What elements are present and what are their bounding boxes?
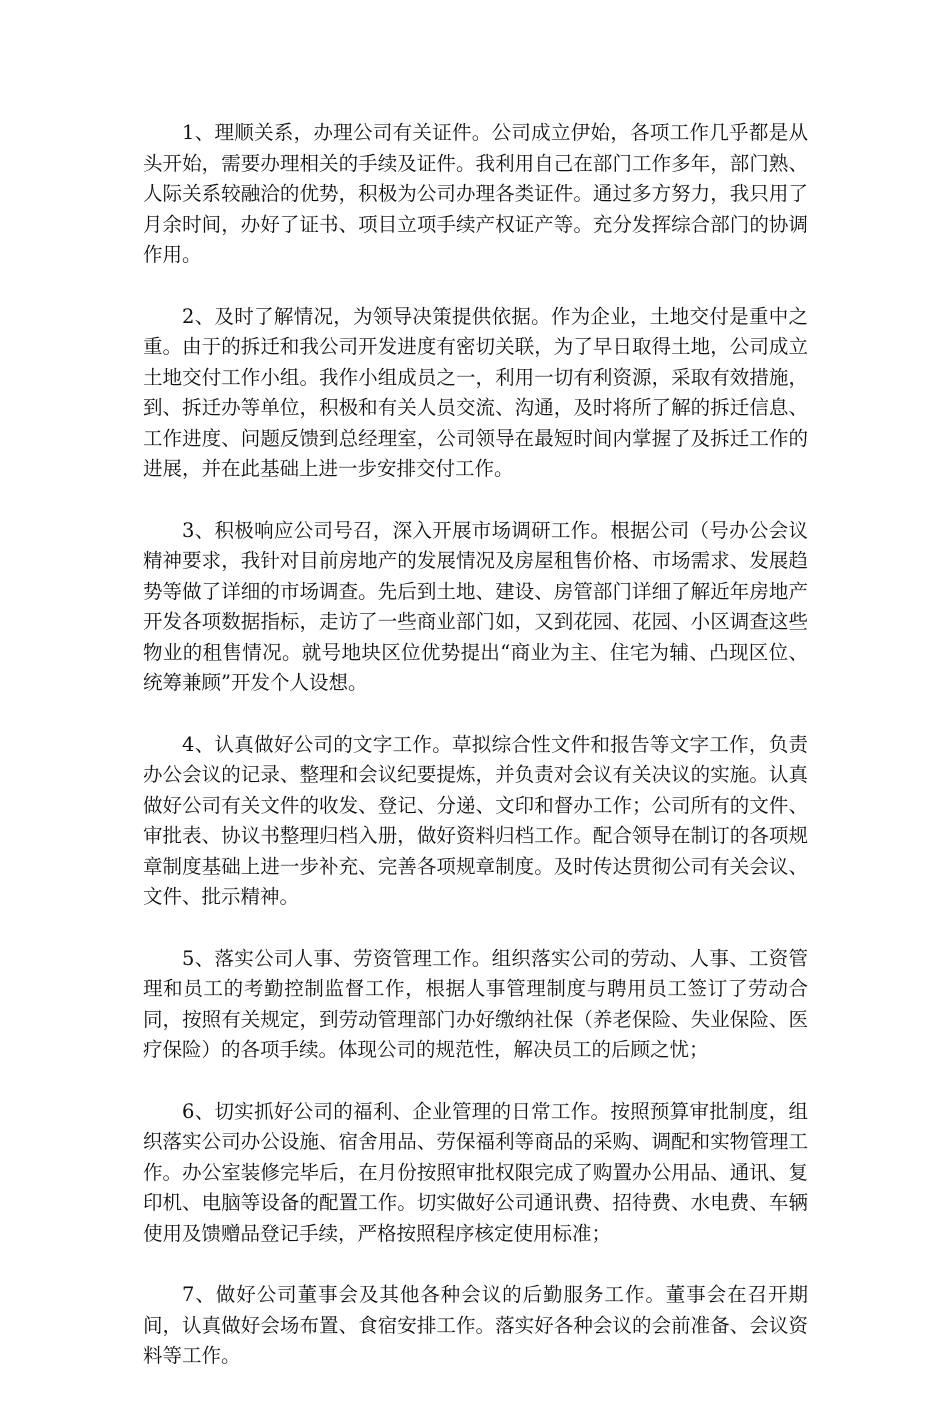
paragraph-2: 2、及时了解情况，为领导决策提供依据。作为企业，土地交付是重中之重。由于的拆迁和我公司开发进度有密切关联，为了早日取得土地，公司成立土地交付工作小组。我作小组成员之一，利用一切有利资源，采取有效措施，到、拆迁办等单位，积极和有关人员交流、沟通，及时将所了解的拆迁信息、工作进度、问题反馈到总经理室，公司领导在最短时间内掌握了及拆迁工作的进展，并在此基础上进一步安排交付工作。 <box>143 304 808 480</box>
paragraph-3: 3、积极响应公司号召，深入开展市场调研工作。根据公司（号办公会议精神要求，我针对目前房地产的发展情况及房屋租售价格、市场需求、发展趋势等做了详细的市场调查。先后到土地、建设、房管部门详细了解近年房地产开发各项数据指标，走访了一些商业部门如，又到花园、花园、小区调查这些物业的租售情况。就号地块区位优势提出“商业为主、住宅为辅、凸现区位、统筹兼顾”开发个人设想。 <box>143 518 808 694</box>
paragraph-4: 4、认真做好公司的文字工作。草拟综合性文件和报告等文字工作，负责办公会议的记录、整理和会议纪要提炼，并负责对会议有关决议的实施。认真做好公司有关文件的收发、登记、分递、文印和督办工作；公司所有的文件、审批表、协议书整理归档入册，做好资料归档工作。配合领导在制订的各项规章制度基础上进一步补充、完善各项规章制度。及时传达贯彻公司有关会议、文件、批示精神。 <box>143 732 808 908</box>
paragraph-6: 6、切实抓好公司的福利、企业管理的日常工作。按照预算审批制度，组织落实公司办公设施、宿舍用品、劳保福利等商品的采购、调配和实物管理工作。办公室装修完毕后，在月份按照审批权限完成了购置办公用品、通讯、复印机、电脑等设备的配置工作。切实做好公司通讯费、招待费、水电费、车辆使用及馈赠品登记手续，严格按照程序核定使用标准； <box>143 1099 808 1245</box>
paragraph-7: 7、做好公司董事会及其他各种会议的后勤服务工作。董事会在召开期间，认真做好会场布置、食宿安排工作。落实好各种会议的会前准备、会议资料等工作。 <box>143 1283 808 1367</box>
document-body <box>143 118 808 1403</box>
paragraph-5: 5、落实公司人事、劳资管理工作。组织落实公司的劳动、人事、工资管理和员工的考勤控制监督工作，根据人事管理制度与聘用员工签订了劳动合同，按照有关规定，到劳动管理部门办好缴纳社保（养老保险、失业保险、医疗保险）的各项手续。体现公司的规范性，解决员工的后顾之忧； <box>143 946 808 1061</box>
paragraph-1: 1、理顺关系，办理公司有关证件。公司成立伊始，各项工作几乎都是从头开始，需要办理相关的手续及证件。我利用自己在部门工作多年，部门熟、人际关系较融洽的优势，积极为公司办理各类证件。通过多方努力，我只用了月余时间，办好了证书、项目立项手续产权证产等。充分发挥综合部门的协调作用。 <box>143 121 808 266</box>
